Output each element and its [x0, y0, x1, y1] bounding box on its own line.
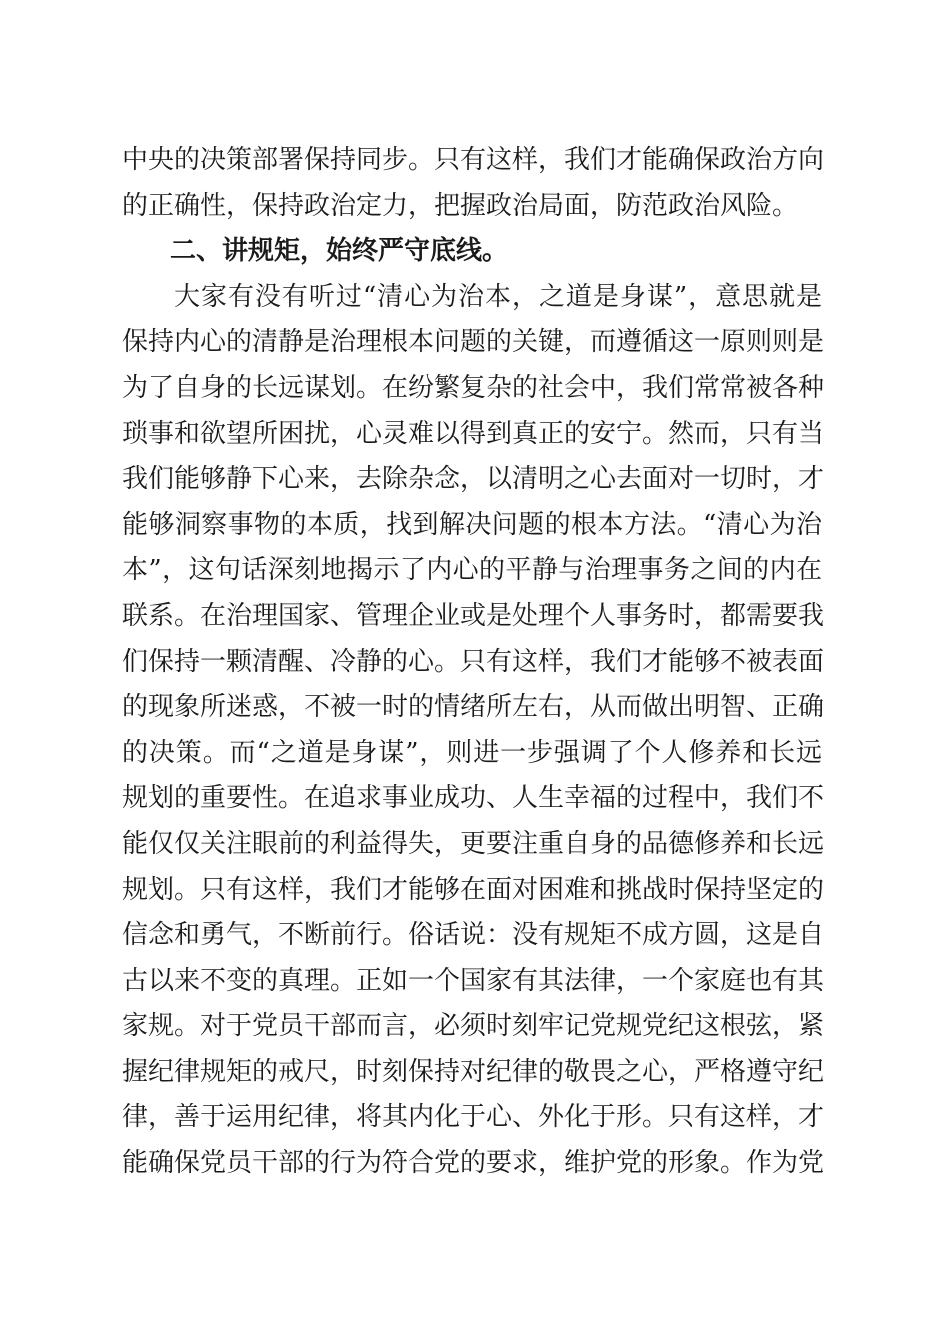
text-line: 能确保党员干部的行为符合党的要求，维护党的形象。作为党	[122, 1148, 825, 1179]
text-line: 的现象所迷惑，不被一时的情绪所左右，从而做出明智、正确	[122, 692, 825, 723]
text-line: 家规。对于党员干部而言，必须时刻牢记党规党纪这根弦，紧	[122, 1011, 825, 1042]
text-line: 规划的重要性。在追求事业成功、人生幸福的过程中，我们不	[122, 783, 825, 814]
text-line: 们保持一颗清醒、冷静的心。只有这样，我们才能够不被表面	[122, 646, 825, 677]
text-line: 能够洞察事物的本质，找到解决问题的根本方法。“清心为治	[122, 509, 822, 540]
section-heading: 二、讲规矩，始终严守底线。	[170, 236, 509, 267]
text-line: 的决策。而“之道是身谋”，则进一步强调了个人修养和长远	[122, 737, 822, 768]
text-line: 的正确性，保持政治定力，把握政治局面，防范政治风险。	[122, 190, 799, 221]
text-line: 保持内心的清静是治理根本问题的关键，而遵循这一原则则是	[122, 327, 825, 358]
text-line: 大家有没有听过“清心为治本，之道是身谋”，意思就是	[174, 281, 822, 312]
text-line: 律，善于运用纪律，将其内化于心、外化于形。只有这样，才	[122, 1102, 825, 1133]
text-line: 我们能够静下心来，去除杂念，以清明之心去面对一切时，才	[122, 464, 825, 495]
text-line: 中央的决策部署保持同步。只有这样，我们才能确保政治方向	[122, 145, 825, 175]
document-body	[122, 138, 825, 1187]
text-line: 为了自身的长远谋划。在纷繁复杂的社会中，我们常常被各种	[122, 372, 825, 403]
text-line: 信念和勇气，不断前行。俗话说：没有规矩不成方圆，这是自	[122, 920, 825, 951]
text-line: 琐事和欲望所困扰，心灵难以得到真正的安宁。然而，只有当	[122, 418, 825, 449]
text-line: 本”，这句话深刻地揭示了内心的平静与治理事务之间的内在	[122, 555, 822, 586]
text-line: 能仅仅关注眼前的利益得失，更要注重自身的品德修养和长远	[122, 828, 825, 859]
text-line: 古以来不变的真理。正如一个国家有其法律，一个家庭也有其	[122, 965, 825, 996]
text-line: 规划。只有这样，我们才能够在面对困难和挑战时保持坚定的	[122, 874, 825, 905]
text-line: 联系。在治理国家、管理企业或是处理个人事务时，都需要我	[122, 600, 825, 631]
text-line: 握纪律规矩的戒尺，时刻保持对纪律的敬畏之心，严格遵守纪	[122, 1056, 825, 1087]
